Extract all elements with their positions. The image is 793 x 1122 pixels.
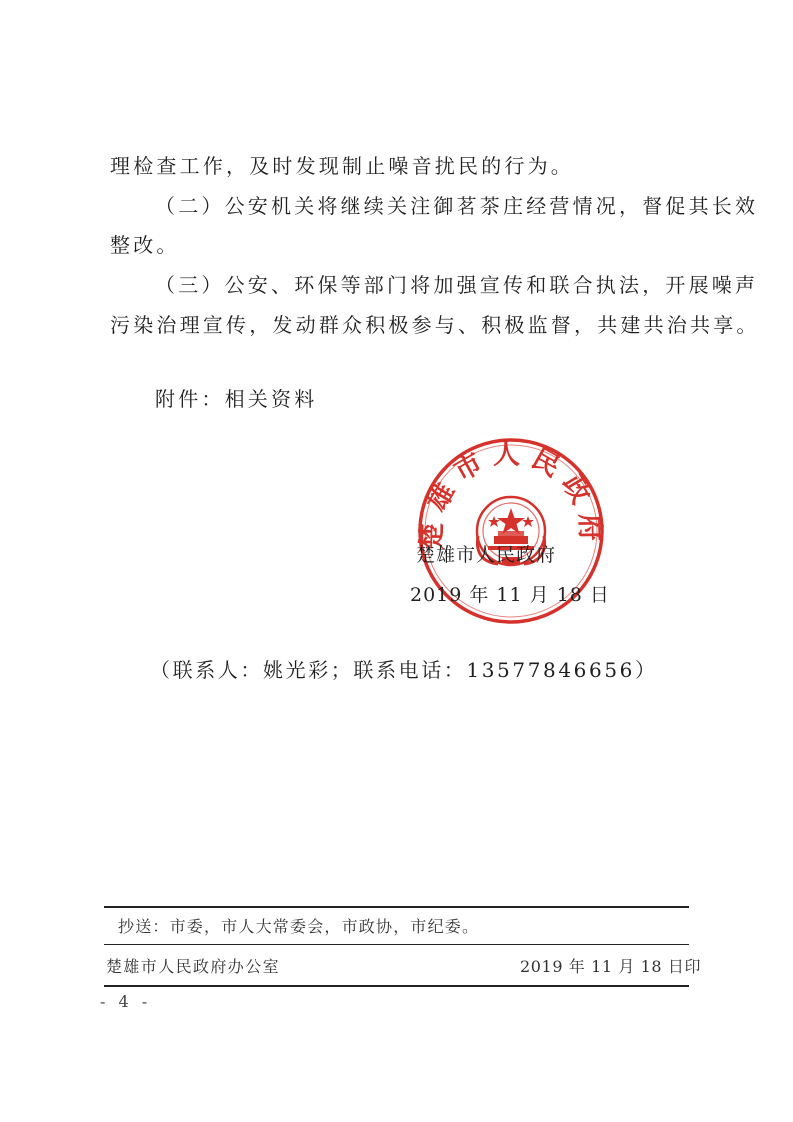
- attachment-line: 附件：相关资料: [155, 387, 318, 411]
- contact-line: （联系人：姚光彩；联系电话：13577846656）: [150, 658, 658, 682]
- footer-top-rule: [104, 906, 689, 908]
- issuing-office: 楚雄市人民政府办公室: [106, 957, 281, 976]
- signature-date: 2019 年 11 月 18 日: [410, 584, 610, 606]
- body-line-2: （二）公安机关将继续关注御茗茶庄经营情况，督促其长效: [155, 194, 759, 218]
- body-line-1: 理检查工作，及时发现制止噪音扰民的行为。: [110, 154, 574, 178]
- body-line-5: 污染治理宣传，发动群众积极参与、积极监督，共建共治共享。: [110, 313, 760, 337]
- svg-text:楚雄市人民政府: 楚雄市人民政府: [416, 439, 606, 551]
- print-date: 2019 年 11 月 18 日印: [520, 957, 702, 976]
- signer-name: 楚雄市人民政府: [416, 544, 557, 566]
- body-line-4: （三）公安、环保等部门将加强宣传和联合执法，开展噪声: [155, 273, 759, 297]
- footer-middle-rule: [104, 944, 689, 945]
- cc-line: 抄送：市委，市人大常委会，市政协，市纪委。: [118, 917, 480, 936]
- body-line-3: 整改。: [110, 233, 180, 257]
- page-number: - 4 -: [100, 992, 152, 1011]
- footer-bottom-rule: [104, 985, 689, 987]
